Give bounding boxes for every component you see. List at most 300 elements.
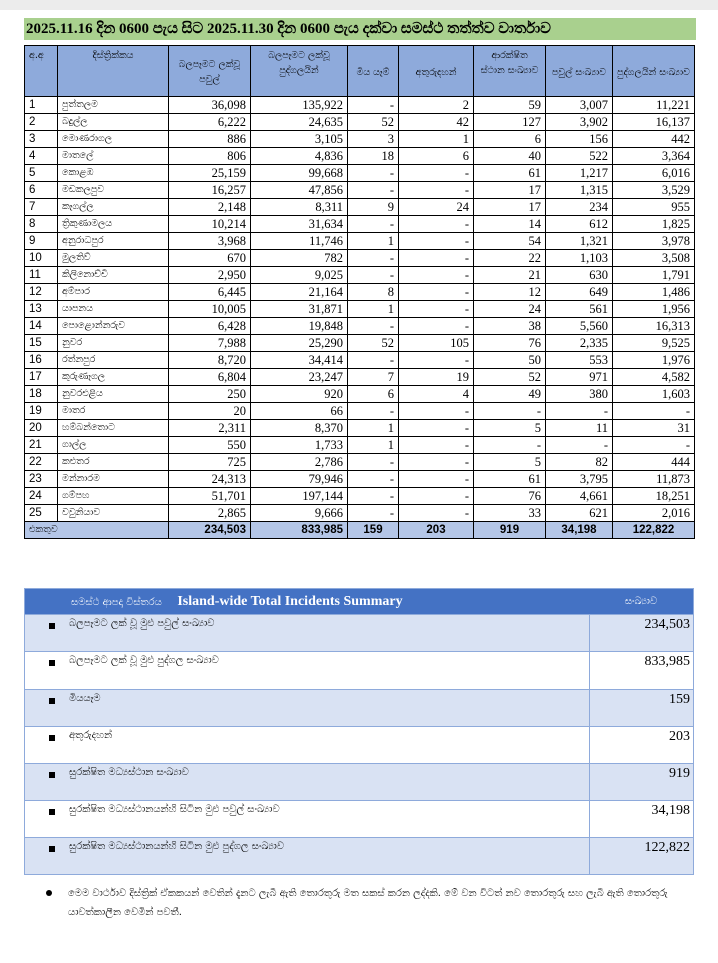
summary-row-label [25, 764, 590, 800]
district-name: අනුරාධපුර [58, 233, 169, 250]
summary-label-text: සුරක්ෂිත මධ්‍යස්ථානයන්හි සිටින මුළු පුද්ගල සංඛ්‍යාව [69, 841, 285, 852]
col-header-deaths: මිය යෑම් [348, 46, 399, 97]
cell-c-persons: - [613, 437, 695, 454]
cell-centers: 22 [474, 250, 546, 267]
cell-c-families: 234 [546, 199, 613, 216]
island-wide-summary [24, 588, 694, 875]
cell-missing: - [399, 165, 474, 182]
row-number: 11 [25, 267, 58, 284]
cell-centers: 33 [474, 505, 546, 522]
cell-centers: 40 [474, 148, 546, 165]
cell-families: 7,988 [169, 335, 251, 352]
top-bar [0, 0, 718, 10]
cell-deaths: 7 [348, 369, 399, 386]
district-name: මඩකලපුව [58, 182, 169, 199]
district-name: මොණරාගල [58, 131, 169, 148]
cell-c-persons: 1,825 [613, 216, 695, 233]
cell-c-persons: 3,978 [613, 233, 695, 250]
cell-missing: - [399, 454, 474, 471]
cell-persons: 21,164 [251, 284, 348, 301]
cell-deaths: 8 [348, 284, 399, 301]
cell-c-families: 156 [546, 131, 613, 148]
district-name: කෑගල්ල [58, 199, 169, 216]
footnote-text: මෙම වාර්ථාව දිස්ත්‍රික් ඒකකයන් වෙතින් දැනට ලැබී ඇති තොරතුරු මත සකස් කරන ලද්දකි. මේ වන විටත් නව තොරතුරු සහ ලැබී ඇති තොරතුරු යාවත්කාලීන වෙමින් පවතී. [68, 888, 668, 918]
cell-persons: 1,733 [251, 437, 348, 454]
cell-missing: 6 [399, 148, 474, 165]
col-header-missing: අතුරුදහන් [399, 46, 474, 97]
cell-families: 6,445 [169, 284, 251, 301]
cell-c-persons: 9,525 [613, 335, 695, 352]
table-row [25, 318, 695, 335]
cell-missing: - [399, 216, 474, 233]
cell-c-persons: 16,137 [613, 114, 695, 131]
cell-c-families: 2,335 [546, 335, 613, 352]
cell-families: 6,222 [169, 114, 251, 131]
district-name: යාපනය [58, 301, 169, 318]
cell-families: 2,865 [169, 505, 251, 522]
cell-families: 24,313 [169, 471, 251, 488]
col-header-affected-families: බලපෑමට ලක්වූ පවුල් [169, 46, 251, 97]
district-name: ත්‍රිකුණාමලය [58, 216, 169, 233]
cell-c-families: 1,315 [546, 182, 613, 199]
cell-missing: 24 [399, 199, 474, 216]
row-number: 24 [25, 488, 58, 505]
cell-centers: - [474, 437, 546, 454]
cell-centers: 52 [474, 369, 546, 386]
cell-deaths: 52 [348, 114, 399, 131]
cell-c-persons: 1,976 [613, 352, 695, 369]
row-number: 21 [25, 437, 58, 454]
cell-c-families: 3,902 [546, 114, 613, 131]
cell-families: 20 [169, 403, 251, 420]
cell-centers: 12 [474, 284, 546, 301]
cell-persons: 197,144 [251, 488, 348, 505]
cell-centers: 54 [474, 233, 546, 250]
cell-c-persons: 3,529 [613, 182, 695, 199]
row-number: 25 [25, 505, 58, 522]
cell-c-families: 649 [546, 284, 613, 301]
cell-missing: - [399, 267, 474, 284]
square-bullet-icon [49, 698, 55, 704]
square-bullet-icon [49, 660, 55, 666]
cell-missing: - [399, 420, 474, 437]
district-name: වවුනියාව [58, 505, 169, 522]
total-centers: 919 [474, 522, 546, 539]
cell-deaths: - [348, 352, 399, 369]
summary-label-text: බලපෑමට ලක් වූ මුළු පුද්ගල සංඛ්‍යාව [69, 655, 219, 666]
cell-persons: 25,290 [251, 335, 348, 352]
cell-deaths: - [348, 454, 399, 471]
cell-persons: 8,311 [251, 199, 348, 216]
table-row [25, 335, 695, 352]
district-name: හම්බන්තොට [58, 420, 169, 437]
summary-row-value: 122,822 [644, 840, 690, 855]
summary-row-value: 159 [669, 692, 690, 707]
cell-missing: - [399, 471, 474, 488]
cell-c-families: 612 [546, 216, 613, 233]
summary-row-label [25, 652, 590, 689]
cell-deaths: - [348, 318, 399, 335]
total-center-persons: 122,822 [613, 522, 695, 539]
table-row [25, 488, 695, 505]
table-row [25, 199, 695, 216]
table-row [25, 437, 695, 454]
row-number: 6 [25, 182, 58, 199]
col-header-affected-persons: බලපෑමට ලක්වූ පුද්ගලයින් [251, 46, 348, 97]
cell-c-persons: 11,221 [613, 97, 695, 114]
cell-missing: - [399, 301, 474, 318]
cell-families: 16,257 [169, 182, 251, 199]
cell-c-families: 561 [546, 301, 613, 318]
row-number: 3 [25, 131, 58, 148]
row-number: 20 [25, 420, 58, 437]
cell-c-families: 522 [546, 148, 613, 165]
cell-missing: 4 [399, 386, 474, 403]
cell-persons: 23,247 [251, 369, 348, 386]
table-row [25, 165, 695, 182]
cell-families: 725 [169, 454, 251, 471]
row-number: 7 [25, 199, 58, 216]
cell-c-persons: 1,956 [613, 301, 695, 318]
cell-missing: - [399, 505, 474, 522]
district-name: නුවර [58, 335, 169, 352]
summary-count-header: සංඛ්‍යාව [624, 596, 658, 607]
cell-centers: 17 [474, 199, 546, 216]
cell-missing: - [399, 488, 474, 505]
cell-missing: - [399, 318, 474, 335]
col-header-center-persons: පුද්ගලයින් සංඛ්‍යාව [613, 46, 695, 97]
table-row [25, 250, 695, 267]
cell-c-persons: 3,364 [613, 148, 695, 165]
district-status-table [24, 45, 695, 539]
cell-c-persons: 11,873 [613, 471, 695, 488]
cell-families: 6,804 [169, 369, 251, 386]
cell-c-families: 3,795 [546, 471, 613, 488]
cell-c-families: 621 [546, 505, 613, 522]
summary-row [25, 837, 693, 874]
cell-missing: - [399, 403, 474, 420]
summary-row-value: 203 [669, 729, 690, 744]
cell-deaths: 52 [348, 335, 399, 352]
cell-persons: 11,746 [251, 233, 348, 250]
col-header-safe-centers: ආරක්ෂිත ස්ථාන සංඛ්‍යාව [474, 46, 546, 97]
cell-c-families: 1,321 [546, 233, 613, 250]
row-number: 22 [25, 454, 58, 471]
summary-row [25, 689, 693, 726]
row-number: 23 [25, 471, 58, 488]
total-missing: 203 [399, 522, 474, 539]
cell-persons: 782 [251, 250, 348, 267]
cell-missing: 19 [399, 369, 474, 386]
cell-centers: 127 [474, 114, 546, 131]
summary-label-text: අතුරුදහන් [69, 730, 113, 741]
cell-persons: 66 [251, 403, 348, 420]
summary-row-label [25, 727, 590, 763]
table-row [25, 284, 695, 301]
cell-c-persons: 1,486 [613, 284, 695, 301]
summary-row [25, 726, 693, 763]
cell-missing: 42 [399, 114, 474, 131]
total-row [25, 522, 695, 539]
row-number: 12 [25, 284, 58, 301]
cell-persons: 24,635 [251, 114, 348, 131]
summary-title-sinhala: සමස්ථ ආපදා විස්තරය [71, 597, 162, 608]
cell-families: 3,968 [169, 233, 251, 250]
cell-c-persons: 18,251 [613, 488, 695, 505]
table-row [25, 454, 695, 471]
cell-persons: 99,668 [251, 165, 348, 182]
cell-families: 6,428 [169, 318, 251, 335]
cell-families: 886 [169, 131, 251, 148]
summary-row-value: 34,198 [651, 803, 690, 818]
square-bullet-icon [49, 772, 55, 778]
cell-missing: - [399, 284, 474, 301]
row-number: 16 [25, 352, 58, 369]
cell-families: 806 [169, 148, 251, 165]
cell-centers: 17 [474, 182, 546, 199]
district-name: නුවරඑළිය [58, 386, 169, 403]
row-number: 10 [25, 250, 58, 267]
cell-centers: 21 [474, 267, 546, 284]
cell-missing: - [399, 352, 474, 369]
table-row [25, 471, 695, 488]
row-number: 13 [25, 301, 58, 318]
cell-centers: 50 [474, 352, 546, 369]
footnote [46, 884, 686, 922]
district-name: රත්නපුර [58, 352, 169, 369]
summary-row [25, 763, 693, 800]
cell-deaths: 3 [348, 131, 399, 148]
summary-row-label [25, 801, 590, 837]
cell-c-persons: 6,016 [613, 165, 695, 182]
cell-deaths: 9 [348, 199, 399, 216]
summary-label-text: මියයෑම [69, 693, 101, 704]
cell-missing: 2 [399, 97, 474, 114]
cell-centers: 5 [474, 454, 546, 471]
cell-c-families: 380 [546, 386, 613, 403]
total-deaths: 159 [348, 522, 399, 539]
district-name: කිලිනොච්චි [58, 267, 169, 284]
square-bullet-icon [49, 623, 55, 629]
district-name: පුත්තලම [58, 97, 169, 114]
district-name: ගාල්ල [58, 437, 169, 454]
cell-persons: 920 [251, 386, 348, 403]
cell-c-persons: 16,313 [613, 318, 695, 335]
summary-label-text: සුරක්ෂිත මධ්‍යස්ථාන සංඛ්‍යාව [69, 767, 189, 778]
cell-persons: 135,922 [251, 97, 348, 114]
table-row [25, 386, 695, 403]
row-number: 15 [25, 335, 58, 352]
cell-deaths: 1 [348, 233, 399, 250]
cell-centers: - [474, 403, 546, 420]
table-header-row [25, 46, 695, 97]
cell-c-persons: 31 [613, 420, 695, 437]
cell-persons: 9,666 [251, 505, 348, 522]
cell-missing: - [399, 437, 474, 454]
summary-row [25, 800, 693, 837]
row-number: 4 [25, 148, 58, 165]
cell-deaths: - [348, 250, 399, 267]
table-row [25, 267, 695, 284]
cell-c-persons: 955 [613, 199, 695, 216]
cell-deaths: - [348, 165, 399, 182]
cell-families: 2,311 [169, 420, 251, 437]
summary-title-english: Island-wide Total Incidents Summary [177, 594, 403, 609]
district-name: මාතර [58, 403, 169, 420]
table-row [25, 97, 695, 114]
cell-families: 2,148 [169, 199, 251, 216]
report-title: 2025.11.16 දින 0600 පැය සිට 2025.11.30 දින 0600 පැය දක්වා සමස්ථ තත්ත්ව වාර්තාව [24, 18, 696, 40]
table-row [25, 148, 695, 165]
cell-c-families: 4,661 [546, 488, 613, 505]
table-row [25, 182, 695, 199]
cell-c-persons: 442 [613, 131, 695, 148]
table-row [25, 216, 695, 233]
row-number: 19 [25, 403, 58, 420]
cell-families: 36,098 [169, 97, 251, 114]
cell-deaths: 1 [348, 420, 399, 437]
cell-missing: 105 [399, 335, 474, 352]
cell-c-families: 5,560 [546, 318, 613, 335]
cell-deaths: 6 [348, 386, 399, 403]
bullet-icon [46, 890, 52, 896]
summary-row-value: 919 [669, 766, 690, 781]
cell-families: 10,005 [169, 301, 251, 318]
summary-row-label [25, 838, 590, 874]
table-row [25, 114, 695, 131]
row-number: 18 [25, 386, 58, 403]
district-name: බදුල්ල [58, 114, 169, 131]
cell-families: 250 [169, 386, 251, 403]
cell-persons: 4,836 [251, 148, 348, 165]
cell-families: 670 [169, 250, 251, 267]
cell-c-families: 1,217 [546, 165, 613, 182]
cell-centers: 76 [474, 488, 546, 505]
cell-c-families: 11 [546, 420, 613, 437]
summary-label-text: බලපෑමට ලක් වූ මුළු පවුල් සංඛ්‍යාව [69, 618, 215, 629]
cell-c-families: 82 [546, 454, 613, 471]
cell-c-persons: 444 [613, 454, 695, 471]
district-name: මන්නාරම [58, 471, 169, 488]
summary-row-label [25, 690, 590, 726]
district-name: කුරුණෑගල [58, 369, 169, 386]
cell-centers: 14 [474, 216, 546, 233]
cell-deaths: - [348, 182, 399, 199]
cell-centers: 61 [474, 471, 546, 488]
cell-c-persons: 4,582 [613, 369, 695, 386]
total-center-families: 34,198 [546, 522, 613, 539]
summary-label-text: සුරක්ෂිත මධ්‍යස්ථානයන්හි සිටින මුළු පවුල් සංඛ්‍යාව [69, 804, 280, 815]
cell-centers: 61 [474, 165, 546, 182]
square-bullet-icon [49, 809, 55, 815]
cell-missing: - [399, 233, 474, 250]
cell-families: 51,701 [169, 488, 251, 505]
summary-header [25, 589, 693, 614]
row-number: 5 [25, 165, 58, 182]
cell-c-families: 3,007 [546, 97, 613, 114]
cell-deaths: 1 [348, 437, 399, 454]
cell-c-persons: - [613, 403, 695, 420]
cell-deaths: - [348, 488, 399, 505]
cell-persons: 31,634 [251, 216, 348, 233]
col-header-district: දිස්ත්‍රික්කය [58, 46, 169, 97]
col-header-center-families: පවුල් සංඛ්‍යාව [546, 46, 613, 97]
row-number: 14 [25, 318, 58, 335]
table-row [25, 403, 695, 420]
summary-row [25, 651, 693, 689]
cell-deaths: 1 [348, 301, 399, 318]
summary-row-label [25, 615, 590, 651]
cell-centers: 76 [474, 335, 546, 352]
row-number: 2 [25, 114, 58, 131]
total-label: එකතුව [25, 522, 169, 539]
table-row [25, 505, 695, 522]
row-number: 8 [25, 216, 58, 233]
cell-deaths: - [348, 403, 399, 420]
total-families: 234,503 [169, 522, 251, 539]
square-bullet-icon [49, 846, 55, 852]
cell-persons: 3,105 [251, 131, 348, 148]
cell-deaths: - [348, 505, 399, 522]
cell-c-families: 1,103 [546, 250, 613, 267]
cell-centers: 59 [474, 97, 546, 114]
cell-centers: 6 [474, 131, 546, 148]
cell-persons: 19,848 [251, 318, 348, 335]
table-row [25, 420, 695, 437]
col-header-no: අ.අ [25, 46, 58, 97]
cell-deaths: - [348, 471, 399, 488]
cell-deaths: - [348, 97, 399, 114]
total-persons: 833,985 [251, 522, 348, 539]
row-number: 1 [25, 97, 58, 114]
summary-row [25, 614, 693, 651]
district-name: මුලතිව් [58, 250, 169, 267]
cell-missing: - [399, 250, 474, 267]
cell-persons: 79,946 [251, 471, 348, 488]
district-name: මාතලේ [58, 148, 169, 165]
cell-centers: 38 [474, 318, 546, 335]
cell-persons: 8,370 [251, 420, 348, 437]
summary-row-value: 234,503 [644, 617, 690, 632]
cell-families: 2,950 [169, 267, 251, 284]
cell-deaths: 18 [348, 148, 399, 165]
cell-c-families: 553 [546, 352, 613, 369]
cell-c-persons: 3,508 [613, 250, 695, 267]
district-name: කොළඹ [58, 165, 169, 182]
table-row [25, 233, 695, 250]
table-row [25, 352, 695, 369]
cell-c-families: - [546, 403, 613, 420]
cell-families: 10,214 [169, 216, 251, 233]
district-name: පොළොන්නරුව [58, 318, 169, 335]
cell-c-persons: 1,791 [613, 267, 695, 284]
table-row [25, 301, 695, 318]
summary-row-value: 833,985 [644, 654, 690, 669]
row-number: 9 [25, 233, 58, 250]
cell-c-persons: 1,603 [613, 386, 695, 403]
cell-centers: 5 [474, 420, 546, 437]
cell-families: 550 [169, 437, 251, 454]
cell-centers: 49 [474, 386, 546, 403]
cell-families: 8,720 [169, 352, 251, 369]
cell-missing: - [399, 182, 474, 199]
district-name: අම්පාර [58, 284, 169, 301]
square-bullet-icon [49, 735, 55, 741]
row-number: 17 [25, 369, 58, 386]
cell-families: 25,159 [169, 165, 251, 182]
cell-c-families: 630 [546, 267, 613, 284]
cell-persons: 2,786 [251, 454, 348, 471]
